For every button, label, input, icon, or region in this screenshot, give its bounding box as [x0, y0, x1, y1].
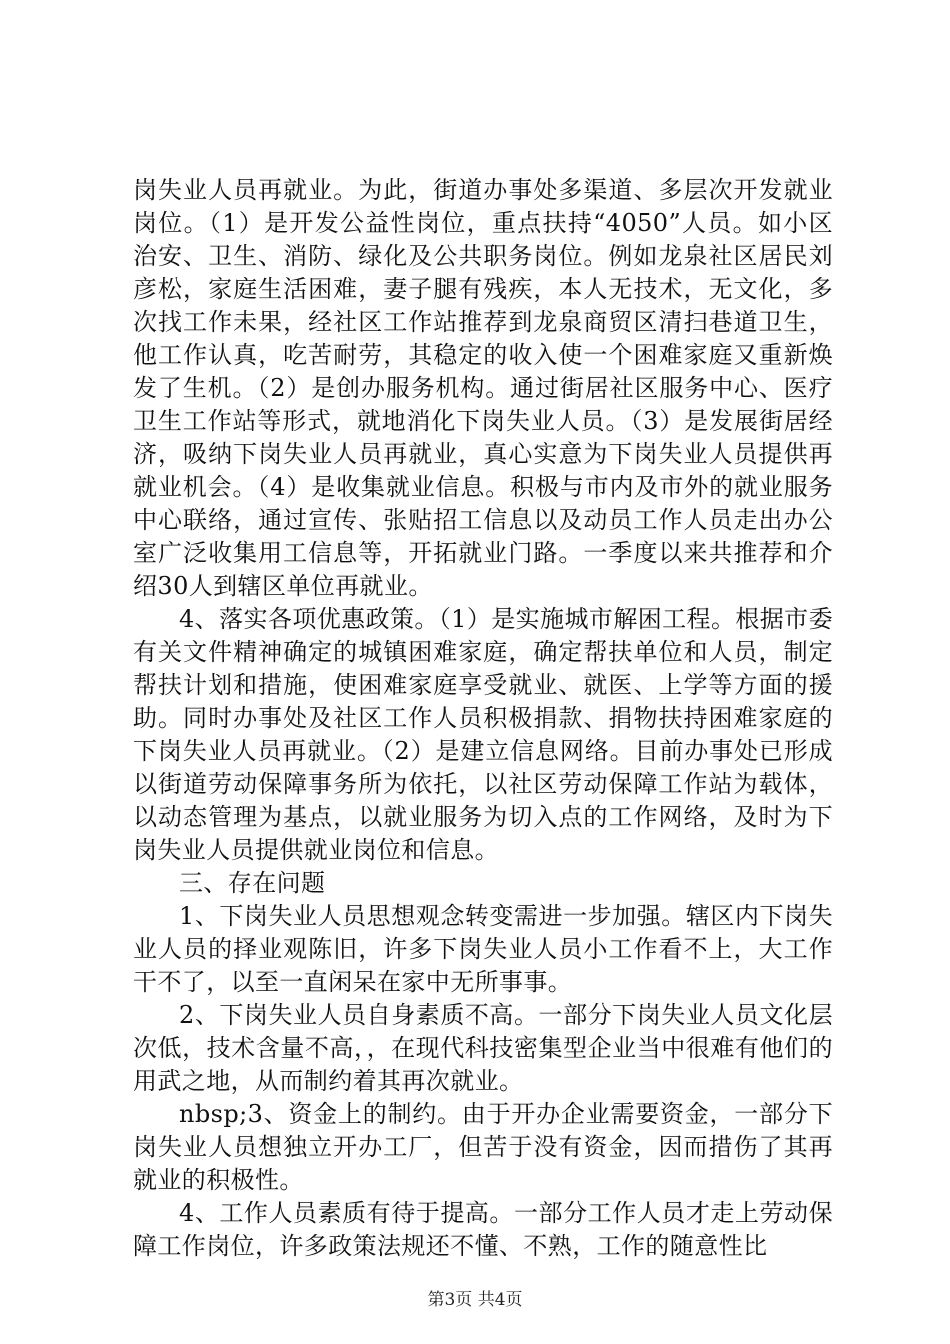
- paragraph: 2、下岗失业人员自身素质不高。一部分下岗失业人员文化层次低，技术含量不高，，在现代科技密集型企业当中很难有他们的用武之地，从而制约着其再次就业。: [133, 1001, 833, 1095]
- paragraph: 岗失业人员再就业。为此，街道办事处多渠道、多层次开发就业岗位。（1）是开发公益性岗位，重点扶持“4050”人员。如小区治安、卫生、消防、绿化及公共职务岗位。例如龙泉社区居民刘彦松，家庭生活困难，妻子腿有残疾，本人无技术，无文化，多次找工作未果，经社区工作站推荐到龙泉商贸区清扫巷道卫生，他工作认真，吃苦耐劳，其稳定的收入使一个困难家庭又重新焕发了生机。（2）是创办服务机构。通过街居社区服务中心、医疗卫生工作站等形式，就地消化下岗失业人员。（3）是发展街居经济，吸纳下岗失业人员再就业，真心实意为下岗失业人员提供再就业机会。（4）是收集就业信息。积极与市内及市外的就业服务中心联络，通过宣传、张贴招工信息以及动员工作人员走出办公室广泛收集用工信息等，开拓就业门路。一季度以来共推荐和介绍30人到辖区单位再就业。: [133, 176, 833, 600]
- paragraph: 1、下岗失业人员思想观念转变需进一步加强。辖区内下岗失业人员的择业观陈旧，许多下岗失业人员小工作看不上，大工作干不了，以至一直闲呆在家中无所事事。: [133, 902, 833, 996]
- paragraph: nbsp;3、资金上的制约。由于开办企业需要资金，一部分下岗失业人员想独立开办工厂，但苦于没有资金，因而措伤了其再就业的积极性。: [133, 1100, 833, 1194]
- document-body: [133, 174, 833, 1263]
- paragraph: 4、工作人员素质有待于提高。一部分工作人员才走上劳动保障工作岗位，许多政策法规还不懂、不熟，工作的随意性比: [133, 1199, 833, 1260]
- page-footer: 第3页 共4页: [427, 1290, 523, 1310]
- section-heading: 三、存在问题: [179, 869, 326, 897]
- paragraph: 4、落实各项优惠政策。（1）是实施城市解困工程。根据市委有关文件精神确定的城镇困难家庭，确定帮扶单位和人员，制定帮扶计划和措施，使困难家庭享受就业、就医、上学等方面的援助。同时办事处及社区工作人员积极捐款、捐物扶持困难家庭的下岗失业人员再就业。（2）是建立信息网络。目前办事处已形成以街道劳动保障事务所为依托，以社区劳动保障工作站为载体，以动态管理为基点，以就业服务为切入点的工作网络，及时为下岗失业人员提供就业岗位和信息。: [133, 605, 833, 864]
